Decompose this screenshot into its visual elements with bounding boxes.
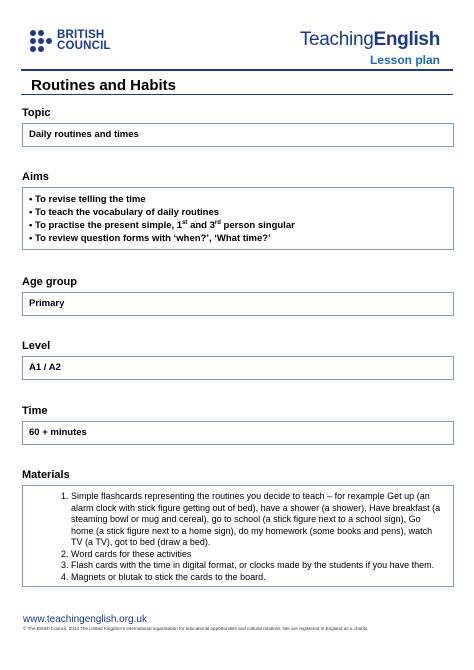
title-divider	[21, 94, 453, 95]
header-divider	[21, 69, 453, 71]
time-heading: Time	[22, 405, 48, 417]
footer-copyright: © The British Council, 2013 The United Kingdom’s international organisation for educational opportunities and cultural relations. We are registered in England as a charity.	[23, 626, 369, 631]
material-item: 4. Magnets or blutak to stick the cards to the board.	[71, 572, 445, 584]
aims-list	[29, 193, 447, 245]
level-heading: Level	[22, 340, 51, 352]
level-box	[22, 356, 454, 380]
aim-item: • To review question forms with ‘when?’, ‘What time?’	[29, 232, 447, 245]
british-council-logo	[30, 30, 111, 52]
age-group-value: Primary	[29, 298, 65, 309]
topic-value: Daily routines and times	[29, 129, 139, 140]
aims-heading: Aims	[22, 171, 49, 183]
topic-heading: Topic	[22, 107, 51, 119]
topic-box	[22, 123, 454, 147]
materials-box	[22, 485, 454, 587]
british-council-wordmark: BRITISH COUNCIL	[57, 29, 111, 52]
material-item: 1. Simple flashcards representing the routines you decide to teach – for rexample Get up (an alarm clock with stick figure getting out of bed), have a shower (a shower), Have breakfast (a steaming bowl or mug and cereal), go to school (a stick figure next to a school sign), Go home (a stick figure next to a home sign), do my homework (some books and pens), watch TV (a TV), got to bed (draw a bed).	[71, 491, 445, 549]
teaching-english-wordmark: TeachingEnglish	[299, 29, 440, 50]
aims-box	[22, 187, 454, 250]
age-group-heading: Age group	[22, 276, 77, 288]
time-value: 60 + minutes	[29, 427, 87, 438]
material-item: 2. Word cards for these activities	[71, 549, 445, 561]
materials-heading: Materials	[22, 469, 70, 481]
page-title: Routines and Habits	[31, 77, 177, 94]
materials-list	[31, 491, 445, 583]
footer-website-link[interactable]: www.teachingenglish.org.uk	[23, 614, 147, 625]
level-value: A1 / A2	[29, 362, 61, 373]
material-item: 3. Flash cards with the time in digital format, or clocks made by the students if you have them.	[71, 560, 445, 572]
aim-item: • To teach the vocabulary of daily routines	[29, 206, 447, 219]
teaching-english-logo	[300, 30, 440, 67]
british-council-dots-icon	[30, 30, 52, 52]
age-group-box	[22, 292, 454, 316]
lesson-plan-label: Lesson plan	[369, 53, 440, 67]
aim-item: • To practise the present simple, 1st and 3rd person singular	[29, 219, 447, 232]
aim-item: • To revise telling the time	[29, 193, 447, 206]
time-box	[22, 421, 454, 445]
